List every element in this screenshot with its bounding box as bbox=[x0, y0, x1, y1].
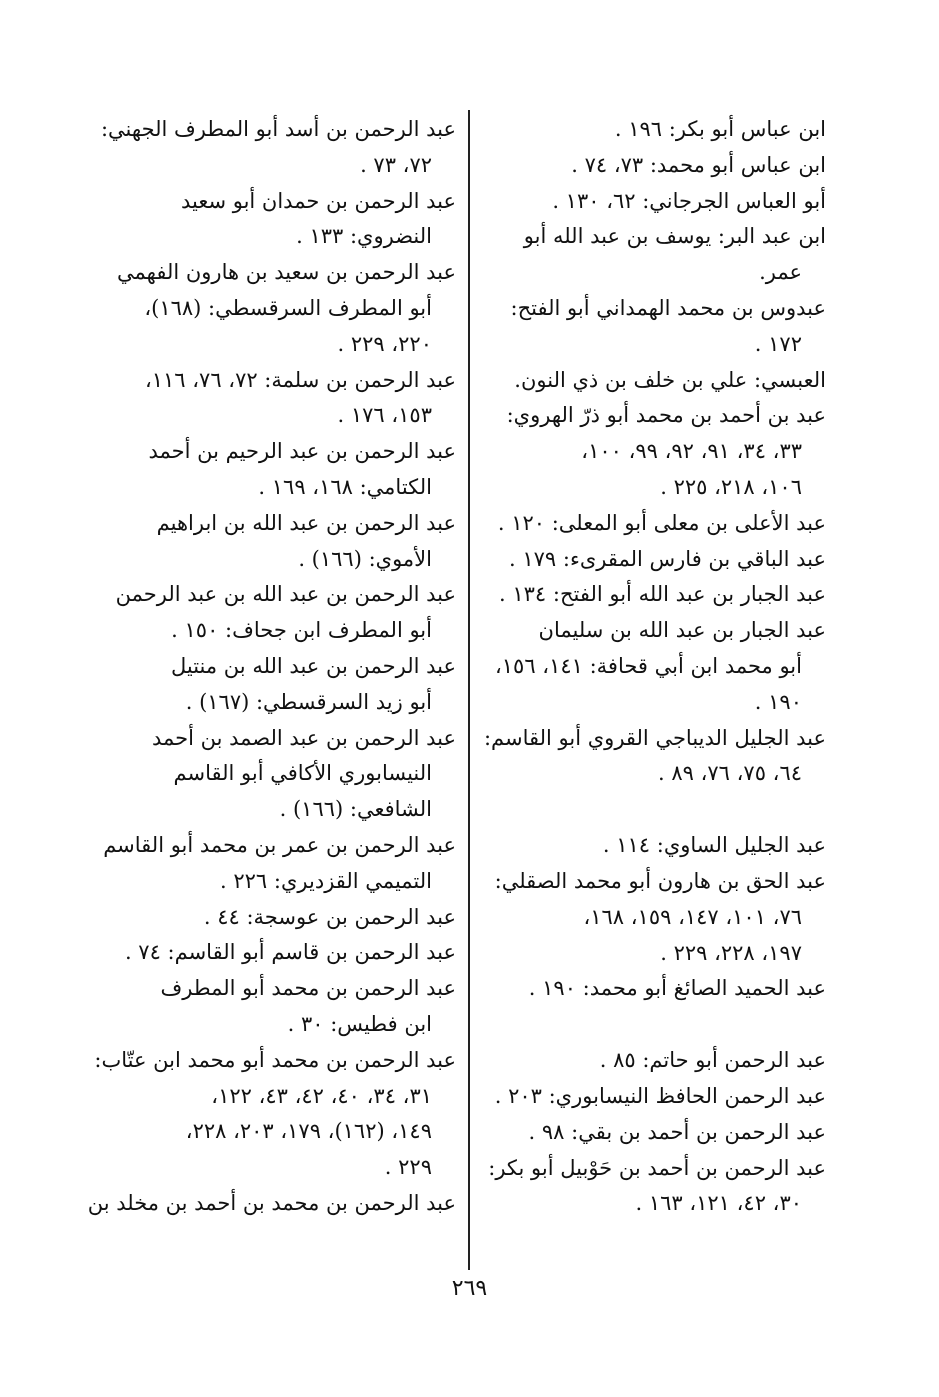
entry-continuation-line: النضروي: ١٣٣ . bbox=[296, 224, 432, 249]
entry-heading-line: عبد الجبار بن عبد الله بن سليمان bbox=[538, 618, 826, 643]
index-entry bbox=[488, 1151, 826, 1223]
entry-heading-line: عبد الرحمن بن محمد أبو محمد ابن عتّاب: bbox=[94, 1047, 456, 1072]
entry-heading-line: أبو العباس الجرجاني: ٦٢، ١٣٠ . bbox=[552, 188, 826, 213]
entry-heading-line: عبد الرحمن بن أحمد بن حَوْبيل أبو بكر: bbox=[488, 1155, 826, 1180]
entry-heading-line: ابن عبد البر: يوسف بن عبد الله أبو bbox=[523, 224, 826, 249]
entry-continuation-line: ابن فطيس: ٣٠ . bbox=[287, 1011, 432, 1036]
entry-heading-line: عبد الحق بن هارون أبو محمد الصقلي: bbox=[494, 868, 826, 893]
entry-continuation-line: ١٩٠ . bbox=[754, 689, 802, 714]
index-entry bbox=[120, 184, 456, 256]
entry-heading-line: عبد الجليل الديباجي القروي أبو القاسم: bbox=[483, 725, 826, 750]
index-entry bbox=[120, 935, 456, 971]
entry-heading-line: عبد الرحمن بن سلمة: ٧٢، ٧٦، ١١٦، bbox=[144, 367, 456, 392]
entry-heading-line: عبد الرحمن بن عبد الله بن عبد الرحمن bbox=[115, 582, 456, 607]
entry-continuation-line: ١٩٧، ٢٢٨، ٢٢٩ . bbox=[660, 940, 802, 965]
entry-heading-line: عبد بن أحمد بن محمد أبو ذرّ الهروي: bbox=[506, 403, 826, 428]
index-entry bbox=[496, 291, 826, 363]
index-entry bbox=[483, 721, 826, 793]
entry-gap bbox=[496, 792, 826, 828]
index-entry bbox=[496, 112, 826, 148]
entry-heading-line: عبد الرحمن بن عبد الله بن منتيل bbox=[170, 653, 456, 678]
entry-continuation-line: ٦٤، ٧٥، ٧٦، ٨٩ . bbox=[658, 761, 802, 786]
index-entry bbox=[120, 971, 456, 1043]
entry-continuation-line: ١٧٢ . bbox=[754, 331, 802, 356]
entry-continuation-line: الكتامي: ١٦٨، ١٦٩ . bbox=[258, 474, 432, 499]
entry-continuation-line: أبو محمد ابن أبي قحافة: ١٤١، ١٥٦، bbox=[494, 653, 802, 678]
entry-heading-line: عبد الرحمن الحافظ النيسابوري: ٢٠٣ . bbox=[494, 1083, 826, 1108]
index-entry bbox=[496, 363, 826, 399]
index-entry bbox=[120, 434, 456, 506]
index-entry bbox=[496, 398, 826, 505]
index-entry bbox=[496, 148, 826, 184]
index-column-right bbox=[483, 112, 826, 1222]
entry-continuation-line: أبو المطرف ابن جحاف: ١٥٠ . bbox=[171, 618, 432, 643]
index-entry bbox=[496, 864, 826, 971]
index-entry bbox=[120, 649, 456, 721]
entry-continuation-line: الشافعي: (١٦٦) . bbox=[279, 797, 432, 822]
entry-heading-line: عبدوس بن محمد الهمداني أبو الفتح: bbox=[510, 295, 826, 320]
entry-heading-line: ابن عباس أبو محمد: ٧٣، ٧٤ . bbox=[571, 152, 826, 177]
entry-heading-line: عبد الرحمن بن عبد الله بن ابراهيم bbox=[156, 510, 456, 535]
entry-continuation-line: ٧٢، ٧٣ . bbox=[360, 152, 432, 177]
entry-continuation-line: ٢٢٩ . bbox=[384, 1155, 432, 1180]
index-entry bbox=[496, 1043, 826, 1079]
index-entry bbox=[87, 1186, 456, 1222]
index-entry bbox=[496, 184, 826, 220]
index-entry bbox=[496, 1115, 826, 1151]
index-entry bbox=[117, 255, 456, 362]
entry-heading-line: عبد الرحمن بن محمد أبو المطرف bbox=[160, 976, 456, 1001]
index-entry bbox=[120, 721, 456, 828]
index-entry bbox=[94, 1043, 456, 1186]
entry-heading-line: عبد الرحمن بن عبد الصمد بن أحمد bbox=[151, 725, 456, 750]
entry-continuation-line: عمر. bbox=[759, 260, 802, 285]
entry-heading-line: عبد الرحمن بن سعيد بن هارون الفهمي bbox=[117, 260, 456, 285]
entry-heading-line: عبد الرحمن أبو حاتم: ٨٥ . bbox=[599, 1048, 826, 1073]
index-entry bbox=[120, 506, 456, 578]
entry-continuation-line: التميمي القزديري: ٢٢٦ . bbox=[220, 868, 432, 893]
entry-continuation-line: أبو المطرف السرقسطي: (١٦٨)، bbox=[144, 295, 432, 320]
entry-heading-line: عبد الباقي بن فارس المقرىء: ١٧٩ . bbox=[509, 546, 826, 571]
entry-heading-line: عبد الرحمن بن أسد أبو المطرف الجهني: bbox=[100, 117, 456, 141]
entry-continuation-line: ٢٢٠، ٢٢٩ . bbox=[337, 331, 432, 356]
entry-continuation-line: النيسابوري الأكافي أبو القاسم bbox=[173, 761, 432, 786]
index-entry bbox=[496, 828, 826, 864]
index-entry bbox=[496, 219, 826, 291]
entry-heading-line: عبد الحميد الصائغ أبو محمد: ١٩٠ . bbox=[528, 976, 826, 1001]
index-entry bbox=[496, 506, 826, 542]
entry-heading-line: عبد الرحمن بن حمدان أبو سعيد bbox=[180, 188, 456, 213]
index-column-left bbox=[87, 112, 456, 1222]
entry-heading-line: عبد الرحمن بن عوسجة: ٤٤ . bbox=[203, 904, 456, 929]
index-entry bbox=[496, 971, 826, 1007]
index-entry bbox=[496, 542, 826, 578]
index-entry bbox=[100, 112, 456, 184]
entry-heading-line: عبد الرحمن بن عمر بن محمد أبو القاسم bbox=[103, 832, 456, 857]
entry-continuation-line: ٣٠، ٤٢، ١٢١، ١٦٣ . bbox=[635, 1191, 802, 1216]
entry-continuation-line: ٧٦، ١٠١، ١٤٧، ١٥٩، ١٦٨، bbox=[583, 904, 802, 929]
index-entry bbox=[120, 363, 456, 435]
entry-continuation-line: ١٠٦، ٢١٨، ٢٢٥ . bbox=[660, 474, 802, 499]
entry-heading-line: العبسي: علي بن خلف بن ذي النون. bbox=[514, 367, 826, 392]
entry-continuation-line: ٣١، ٣٤، ٤٠، ٤٢، ٤٣، ١٢٢، bbox=[211, 1083, 432, 1108]
entry-heading-line: عبد الجليل الساوي: ١١٤ . bbox=[602, 833, 826, 858]
index-entry bbox=[115, 577, 456, 649]
index-entry bbox=[496, 1079, 826, 1115]
index-entry bbox=[496, 613, 826, 720]
entry-heading-line: عبد الرحمن بن محمد بن أحمد بن مخلد بن bbox=[87, 1190, 456, 1215]
entry-continuation-line: الأموي: (١٦٦) . bbox=[298, 546, 432, 571]
entry-heading-line: عبد الجبار بن عبد الله أبو الفتح: ١٣٤ . bbox=[498, 582, 826, 607]
entry-heading-line: عبد الرحمن بن عبد الرحيم بن أحمد bbox=[148, 439, 456, 464]
index-entry bbox=[496, 577, 826, 613]
entry-continuation-line: أبو زيد السرقسطي: (١٦٧) . bbox=[185, 689, 432, 714]
entry-heading-line: عبد الرحمن بن أحمد بن بقي: ٩٨ . bbox=[528, 1119, 826, 1144]
entry-heading-line: عبد الرحمن بن قاسم أبو القاسم: ٧٤ . bbox=[124, 940, 456, 965]
entry-heading-line: عبد الأعلى بن معلى أبو المعلى: ١٢٠ . bbox=[497, 510, 826, 535]
index-entry bbox=[103, 828, 456, 900]
entry-continuation-line: ١٤٩، (١٦٢)، ١٧٩، ٢٠٣، ٢٢٨، bbox=[185, 1119, 432, 1144]
entry-continuation-line: ١٥٣، ١٧٦ . bbox=[337, 403, 432, 428]
index-entry bbox=[120, 900, 456, 936]
entry-continuation-line: ٣٣، ٣٤، ٩١، ٩٢، ٩٩، ١٠٠، bbox=[581, 439, 802, 464]
page-number: ٢٦٩ bbox=[451, 1276, 488, 1301]
column-divider bbox=[468, 110, 470, 1270]
entry-heading-line: ابن عباس أبو بكر: ١٩٦ . bbox=[614, 117, 826, 141]
entry-gap bbox=[496, 1007, 826, 1043]
